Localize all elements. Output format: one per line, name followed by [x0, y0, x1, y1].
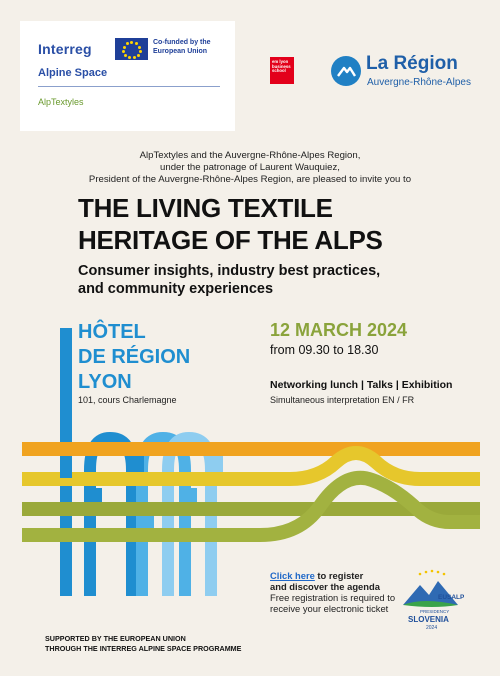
agenda-text: and discover the agenda: [270, 581, 380, 592]
blue-ribbon-over: [185, 488, 197, 502]
eusalp-year: 2024: [426, 625, 438, 631]
venue-line: DE RÉGION: [78, 346, 191, 368]
intro-line: President of the Auvergne-Rhône-Alpes Region, are pleased to invite you to: [88, 174, 412, 185]
intro-line: under the patronage of Laurent Wauquiez,: [160, 162, 340, 173]
footer-support: [45, 634, 241, 654]
register-link[interactable]: Click here: [270, 570, 315, 581]
register-text: to register: [314, 570, 364, 581]
blue-ribbon-over: [90, 488, 102, 502]
venue-line: HÔTEL: [78, 321, 146, 343]
footer-line: SUPPORTED BY THE EUROPEAN UNION: [45, 634, 186, 643]
event-subtitle-line: and community experiences: [78, 281, 274, 297]
registration-note: Free registration is required to receive your electronic ticket: [270, 592, 396, 614]
project-label: AlpTextyles: [38, 97, 84, 107]
orange-ribbon: [22, 442, 480, 456]
eusalp-name: EUSALP: [438, 594, 464, 601]
event-date: 12 MARCH 2024: [270, 320, 408, 340]
blue-ribbon-over: [211, 456, 223, 472]
footer-line: THROUGH THE INTERREG ALPINE SPACE PROGRAMME: [45, 644, 242, 653]
blue-ribbon-over: [132, 456, 144, 472]
programme-label: Alpine Space: [38, 67, 108, 79]
event-time: from 09.30 to 18.30: [270, 343, 379, 357]
interreg-logo: Interreg: [38, 41, 92, 57]
emlyon-logo: em lyon business school: [270, 57, 294, 84]
eusalp-country: SLOVENIA: [408, 615, 449, 624]
eusalp-logo: [398, 565, 464, 633]
event-title-line: THE LIVING TEXTILE: [78, 193, 333, 223]
registration-block: [270, 570, 410, 614]
blue-ribbon-over: [60, 456, 72, 478]
region-title: La Région: [366, 53, 458, 74]
blue-ribbon-over: [142, 516, 154, 528]
blue-ribbon: [90, 438, 132, 596]
interpretation-note: Simultaneous interpretation EN / FR: [270, 395, 415, 405]
eusalp-presidency: PRESIDENCY: [420, 609, 450, 614]
venue-address: 101, cours Charlemagne: [78, 395, 177, 405]
venue-line: LYON: [78, 371, 132, 393]
region-subtitle: Auvergne-Rhône-Alpes: [367, 77, 471, 88]
event-program: Networking lunch | Talks | Exhibition: [270, 379, 453, 391]
event-title-line: HERITAGE OF THE ALPS: [78, 225, 383, 255]
intro-line: AlpTextyles and the Auvergne-Rhône-Alpes Region,: [139, 150, 361, 161]
event-subtitle-line: Consumer insights, industry best practices,: [78, 263, 381, 279]
cofunded-label: Co-funded by the European Union: [153, 39, 211, 55]
